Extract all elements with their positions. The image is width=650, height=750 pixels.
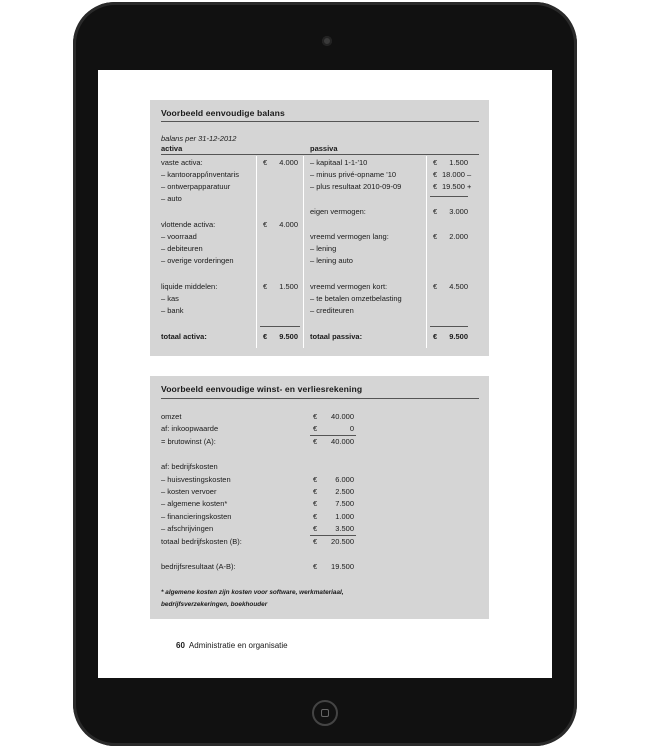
page-footer (176, 641, 288, 650)
passiva-label: vreemd vermogen lang: (310, 232, 389, 241)
activa-currency: € (263, 158, 268, 167)
winst-amount: 7.500 (335, 499, 354, 508)
camera-icon (322, 36, 332, 46)
divider (161, 398, 479, 399)
passiva-label: – lening (310, 244, 337, 253)
footnote-line: bedrijfsverzekeringen, boekhouder (161, 601, 268, 608)
passiva-label: – plus resultaat 2010-09-09 (310, 182, 402, 191)
passiva-currency: € (433, 170, 438, 179)
activa-header: activa (161, 144, 183, 153)
passiva-amount: 2.000 (449, 232, 468, 241)
home-button[interactable] (312, 700, 338, 726)
passiva-header: passiva (310, 144, 338, 153)
winst-currency: € (313, 524, 318, 533)
passiva-currency: € (433, 207, 438, 216)
passiva-label: – kapitaal 1-1-'10 (310, 158, 368, 167)
winst-currency: € (313, 424, 318, 433)
passiva-amount: 19.500 + (442, 182, 472, 191)
activa-amount: 4.000 (279, 220, 298, 229)
totaal-activa-label: totaal activa: (161, 332, 207, 341)
activa-label: – debiteuren (161, 244, 203, 253)
winst-amount: 19.500 (331, 562, 354, 571)
passiva-currency: € (433, 158, 438, 167)
passiva-currency: € (433, 282, 438, 291)
winst-currency: € (313, 499, 318, 508)
header-rule (161, 154, 479, 155)
totaal-activa-amount: 9.500 (279, 332, 298, 341)
totaal-passiva-amount: 9.500 (449, 332, 468, 341)
passiva-label: vreemd vermogen kort: (310, 282, 388, 291)
winst-currency: € (313, 412, 318, 421)
activa-label: – ontwerpapparatuur (161, 182, 231, 191)
passiva-label: – lening auto (310, 256, 353, 265)
passiva-currency: € (433, 182, 438, 191)
passiva-label: – te betalen omzetbelasting (310, 294, 402, 303)
passiva-amount: 18.000 – (442, 170, 472, 179)
column-divider (256, 156, 257, 348)
sum-rule (430, 326, 468, 327)
winst-label: = brutowinst (A): (161, 437, 216, 446)
activa-label: – overige vorderingen (161, 256, 234, 265)
passiva-amount: 3.000 (449, 207, 468, 216)
winst-currency: € (313, 512, 318, 521)
winst-currency: € (313, 537, 318, 546)
winst-label: – financieringskosten (161, 512, 232, 521)
activa-amount: 1.500 (279, 282, 298, 291)
winst-currency: € (313, 475, 318, 484)
balans-panel (150, 100, 489, 356)
activa-label: liquide middelen: (161, 282, 218, 291)
activa-currency: € (263, 282, 268, 291)
winst-label: totaal bedrijfskosten (B): (161, 537, 242, 546)
page-number: 60 (176, 641, 185, 650)
winst-amount: 20.500 (331, 537, 354, 546)
footer-text: Administratie en organisatie (188, 641, 288, 650)
winst-amount: 6.000 (335, 475, 354, 484)
sum-rule (260, 326, 300, 327)
sum-rule (310, 435, 356, 436)
sum-rule (310, 535, 356, 536)
winst-amount: 40.000 (331, 437, 354, 446)
document-page (98, 70, 552, 678)
winst-amount: 1.000 (335, 512, 354, 521)
winst-currency: € (313, 562, 318, 571)
passiva-label: eigen vermogen: (310, 207, 366, 216)
passiva-amount: 1.500 (449, 158, 468, 167)
winst-label: bedrijfsresultaat (A-B): (161, 562, 236, 571)
winst-label: – algemene kosten* (161, 499, 228, 508)
sum-rule (430, 196, 468, 197)
activa-currency: € (263, 332, 268, 341)
activa-label: – kantoorapp/inventaris (161, 170, 239, 179)
activa-label: – bank (161, 306, 184, 315)
winst-amount: 40.000 (331, 412, 354, 421)
column-divider (426, 156, 427, 348)
activa-label: vaste activa: (161, 158, 203, 167)
activa-label: – voorraad (161, 232, 197, 241)
winst-verlies-panel (150, 376, 489, 619)
activa-label: – kas (161, 294, 179, 303)
activa-label: vlottende activa: (161, 220, 216, 229)
passiva-currency: € (433, 332, 438, 341)
column-divider (303, 156, 304, 348)
passiva-currency: € (433, 232, 438, 241)
passiva-label: – crediteuren (310, 306, 354, 315)
winst-label: – huisvestingskosten (161, 475, 231, 484)
winst-currency: € (313, 487, 318, 496)
divider (161, 121, 479, 122)
winst-label: – kosten vervoer (161, 487, 217, 496)
winst-label: af: bedrijfskosten (161, 462, 218, 471)
passiva-label: – minus privé-opname '10 (310, 170, 397, 179)
winst-amount: 3.500 (335, 524, 354, 533)
activa-label: – auto (161, 194, 182, 203)
winst-title: Voorbeeld eenvoudige winst- en verliesrekening (161, 384, 363, 394)
balans-subtitle: balans per 31-12-2012 (161, 134, 237, 143)
winst-amount: 0 (349, 424, 354, 433)
activa-currency: € (263, 220, 268, 229)
winst-label: omzet (161, 412, 182, 421)
activa-amount: 4.000 (279, 158, 298, 167)
winst-amount: 2.500 (335, 487, 354, 496)
winst-label: af: inkoopwaarde (161, 424, 219, 433)
balans-title: Voorbeeld eenvoudige balans (161, 108, 285, 118)
passiva-amount: 4.500 (449, 282, 468, 291)
winst-currency: € (313, 437, 318, 446)
totaal-passiva-label: totaal passiva: (310, 332, 363, 341)
footnote-line: * algemene kosten zijn kosten voor software, werkmateriaal, (161, 589, 344, 596)
winst-label: – afschrijvingen (161, 524, 214, 533)
